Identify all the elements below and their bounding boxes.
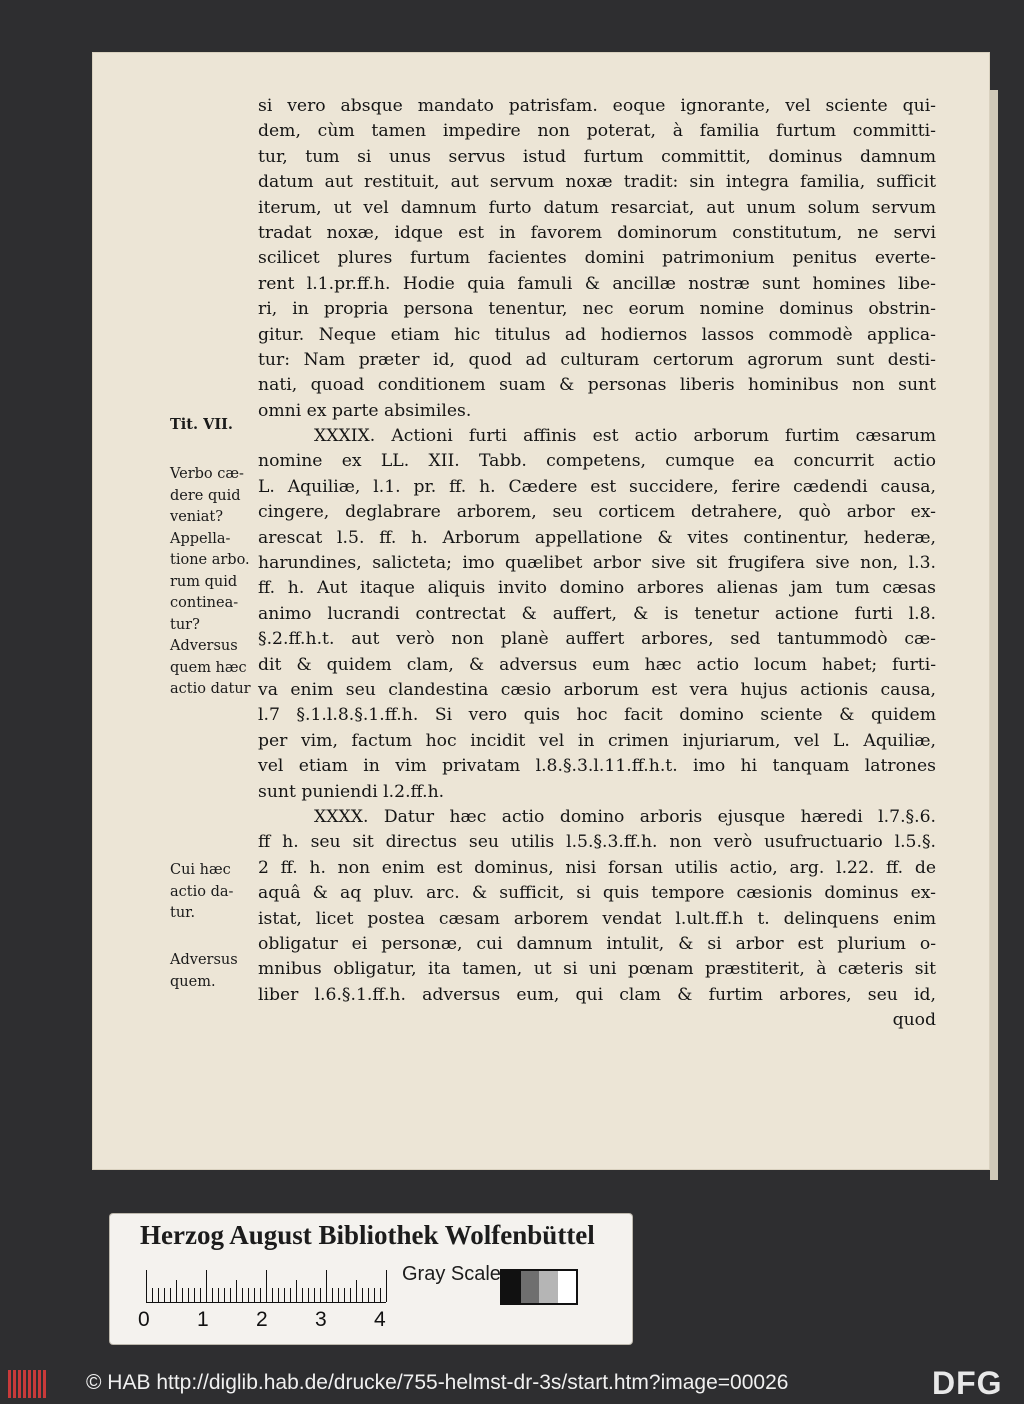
text-line: arescat l.5. ff. h. Arborum appellatione & vites continentur, hederæ,	[258, 527, 936, 548]
hab-logo-icon	[8, 1370, 46, 1398]
ruler-tick	[248, 1288, 249, 1302]
text-line: sunt puniendi l.2.ff.h.	[258, 781, 445, 802]
ruler-number: 1	[197, 1308, 209, 1331]
text-line: rent l.1.pr.ff.h. Hodie quia famuli & ancillæ nostræ sunt homines libe-	[258, 273, 936, 294]
footer-bar	[0, 1364, 1024, 1404]
ruler-number: 3	[315, 1308, 327, 1331]
color-reference-card	[110, 1214, 632, 1344]
ruler-tick	[224, 1288, 225, 1302]
ruler-tick	[188, 1288, 189, 1302]
ruler-tick	[152, 1288, 153, 1302]
margin-line: Tit. VII.	[170, 416, 233, 433]
text-line: iterum, ut vel damnum furto datum resarciat, aut unum solum servum	[258, 197, 936, 218]
margin-line: quem hæc	[170, 659, 247, 676]
ruler-tick	[380, 1288, 381, 1302]
text-line: L. Aquiliæ, l.1. pr. ff. h. Cædere est succidere, ferire cædendi causa,	[258, 476, 936, 497]
margin-line: actio datur	[170, 681, 251, 697]
scale-ruler	[146, 1270, 386, 1303]
text-line: per vim, factum hoc incidit vel in crimen injuriarum, vel L. Aquiliæ,	[258, 730, 936, 751]
text-line: tur, tum si unus servus istud furtum committit, dominus damnum	[258, 146, 936, 167]
ruler-tick	[362, 1288, 363, 1302]
text-line: animo lucrandi contrectat & auffert, & is tenetur actione furti l.8.	[258, 603, 936, 624]
text-line: ff h. seu sit directus seu utilis l.5.§.3.ff.h. non verò usufructuario l.5.§.	[258, 832, 936, 853]
ruler-tick	[284, 1288, 285, 1302]
text-line: tur: Nam præter id, quod ad culturam certorum agrorum sunt desti-	[258, 349, 936, 370]
margin-line: tur?	[170, 616, 200, 633]
ruler-tick	[218, 1288, 219, 1302]
margin-note-adversus	[170, 950, 262, 993]
gray-swatch	[521, 1271, 540, 1303]
ruler-tick	[272, 1288, 273, 1302]
gray-swatch	[539, 1271, 558, 1303]
ruler-tick	[338, 1288, 339, 1302]
ruler-tick	[146, 1270, 147, 1302]
gray-swatch	[502, 1271, 521, 1303]
text-line: aquâ & aq pluv. arc. & sufficit, si quis tempore cæsionis dominus ex-	[258, 883, 936, 904]
ruler-tick	[290, 1288, 291, 1302]
text-line: scilicet plures furtum facientes domini patrimonium penitus everte-	[258, 248, 936, 269]
text-line: harundines, salicteta; imo quælibet arbor sive sit frugifera sive non, l.3.	[258, 553, 936, 574]
section-heading-line: XXXX. Datur hæc actio domino arboris ejusque hæredi l.7.§.6.	[314, 806, 936, 827]
text-line: si vero absque mandato patrisfam. eoque ignorante, vel sciente qui-	[258, 96, 936, 116]
text-line: tradat noxæ, idque est in favorem dominorum constitutum, ne servi	[258, 222, 936, 243]
section-heading-line: XXXIX. Actioni furti affinis est actio arborum furtim cæsarum	[314, 426, 936, 447]
ruler-tick	[164, 1288, 165, 1302]
text-line: 2 ff. h. non enim est dominus, nisi forsan utilis actio, arg. l.22. ff. de	[258, 857, 936, 878]
footer-url[interactable]: © HAB http://diglib.hab.de/drucke/755-helmst-dr-3s/start.htm?image=00026	[86, 1371, 789, 1394]
gray-swatch	[558, 1271, 577, 1303]
text-line: dem, cùm tamen impedire non poterat, à familia furtum committi-	[258, 121, 936, 142]
ruler-tick	[320, 1288, 321, 1302]
text-line: istat, licet postea cæsam arborem vendat l.ult.ff.h t. delinquens enim	[258, 908, 936, 929]
text-line: nati, quoad conditionem suam & personas liberis hominibus non sunt	[258, 375, 936, 396]
main-text	[258, 94, 936, 1033]
margin-line: Adversus	[170, 952, 238, 968]
margin-line: actio da-	[170, 883, 234, 900]
text-line: liber l.6.§.1.ff.h. adversus eum, qui clam & furtim arbores, seu id,	[258, 984, 936, 1005]
margin-line: tione arbo.	[170, 552, 250, 568]
text-line: obligatur ei personæ, cui damnum intulit, & si arbor est plurium o-	[258, 933, 936, 954]
ruler-tick	[170, 1288, 171, 1302]
ruler-tick	[332, 1288, 333, 1302]
ruler-tick	[296, 1280, 297, 1302]
margin-note-verbo	[170, 464, 262, 701]
text-line: gitur. Neque etiam hic titulus ad hodiernos lassos commodè applica-	[258, 324, 936, 345]
ruler-tick	[182, 1288, 183, 1302]
ruler-tick	[260, 1288, 261, 1302]
text-line: cingere, deglabrare arborem, seu corticem detrahere, quò arbor ex-	[258, 502, 936, 523]
ruler-tick	[350, 1288, 351, 1302]
margin-note-title	[170, 414, 262, 436]
margin-line: dere quid	[170, 487, 241, 504]
text-line: nomine ex LL. XII. Tabb. competens, cumque ea concurrit actio	[258, 451, 936, 472]
ruler-tick	[254, 1288, 255, 1302]
ruler-tick	[266, 1270, 267, 1302]
ruler-tick	[176, 1280, 177, 1302]
margin-line: veniat?	[170, 509, 223, 525]
ruler-number: 0	[138, 1308, 150, 1331]
margin-line: Verbo cæ-	[170, 466, 244, 482]
ruler-tick	[236, 1280, 237, 1302]
ruler-tick	[278, 1288, 279, 1302]
ruler-tick	[326, 1270, 327, 1302]
text-line: ff. h. Aut itaque aliquis invito domino arbores alienas jam tum cæsas	[258, 578, 936, 599]
margin-line: Adversus	[170, 638, 238, 654]
ruler-tick	[230, 1288, 231, 1302]
gray-scale-label: Gray Scale	[402, 1263, 501, 1285]
ruler-tick	[194, 1288, 195, 1302]
ruler-tick	[206, 1270, 207, 1302]
text-line: omni ex parte absimiles.	[258, 400, 472, 421]
ruler-tick	[386, 1270, 387, 1302]
ruler-tick	[368, 1288, 369, 1302]
margin-line: Cui hæc	[170, 862, 231, 878]
ruler-tick	[308, 1288, 309, 1302]
margin-line: tur.	[170, 905, 196, 921]
gray-scale-swatches	[500, 1269, 578, 1305]
margin-note-cui	[170, 860, 262, 925]
ruler-tick	[344, 1288, 345, 1302]
ruler-number: 4	[374, 1308, 386, 1331]
margin-line: Appella-	[170, 530, 231, 547]
ruler-tick	[200, 1288, 201, 1302]
ruler-number: 2	[256, 1308, 268, 1331]
catchword: quod	[892, 1010, 936, 1031]
ruler-tick	[212, 1288, 213, 1302]
margin-line: rum quid	[170, 573, 238, 590]
ruler-numbers	[138, 1308, 398, 1334]
dfg-logo: DFG	[932, 1365, 1003, 1401]
ruler-tick	[158, 1288, 159, 1302]
text-line: datum aut restituit, aut servum noxæ tradit: sin integra familia, sufficit	[258, 172, 936, 193]
page-edge	[990, 90, 998, 1180]
text-line: §.2.ff.h.t. aut verò non planè auffert arbores, sed tantummodò cæ-	[258, 629, 936, 650]
text-line: l.7 §.1.l.8.§.1.ff.h. Si vero quis hoc facit domino sciente & quidem	[258, 705, 936, 726]
ruler-tick	[314, 1288, 315, 1302]
text-line: ri, in propria persona tenentur, nec eorum nomine dominus obstrin-	[258, 299, 936, 320]
ruler-tick	[356, 1280, 357, 1302]
ruler-tick	[242, 1288, 243, 1302]
margin-line: quem.	[170, 973, 216, 990]
text-line: mnibus obligatur, ita tamen, ut si uni pœnam præstiterit, à cæteris sit	[258, 959, 936, 980]
text-line: dit & quidem clam, & adversus eum hæc actio locum habet; furti-	[258, 654, 936, 675]
ruler-tick	[302, 1288, 303, 1302]
library-name: Herzog August Bibliothek Wolfenbüttel	[140, 1220, 595, 1250]
margin-line: continea-	[170, 595, 239, 611]
ruler-tick	[374, 1288, 375, 1302]
text-line: vel etiam in vim privatam l.8.§.3.l.11.ff.h.t. imo hi tanquam latrones	[258, 756, 936, 777]
text-line: va enim seu clandestina cæsio arborum est vera hujus actionis causa,	[258, 679, 936, 700]
